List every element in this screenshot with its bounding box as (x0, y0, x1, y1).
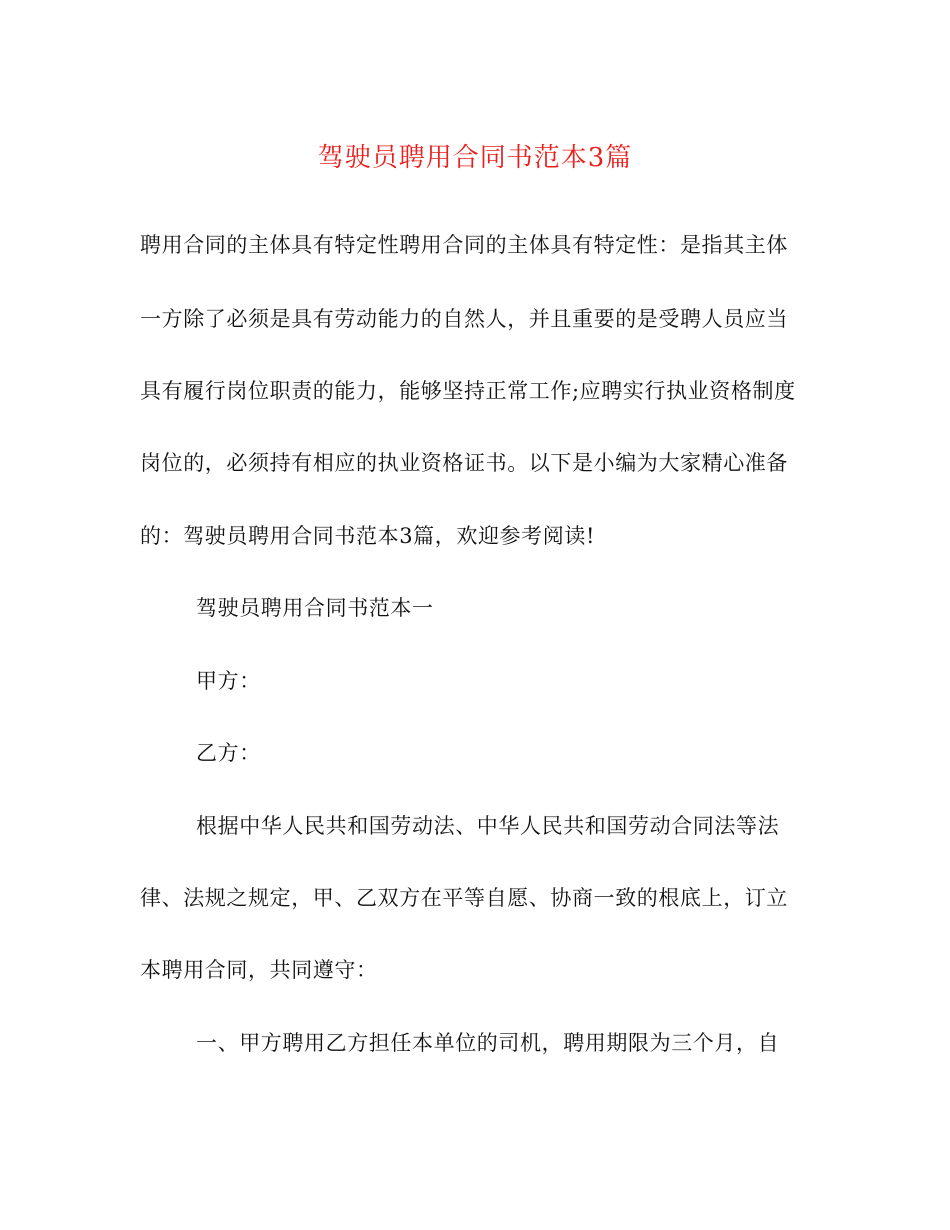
preamble-line-2: 律、法规之规定，甲、乙双方在平等自愿、协商一致的根底上，订立 (140, 886, 788, 910)
document-title: 驾驶员聘用合同书范本3篇 (317, 143, 633, 173)
party-b-label: 乙方： (196, 741, 261, 765)
preamble-line-3: 本聘用合同，共同遵守： (140, 958, 378, 982)
section-heading: 驾驶员聘用合同书范本一 (196, 596, 434, 620)
intro-line-1: 聘用合同的主体具有特定性聘用合同的主体具有特定性：是指其主体 (140, 233, 788, 257)
preamble-line-1: 根据中华人民共和国劳动法、中华人民共和国劳动合同法等法 (196, 814, 780, 838)
party-a-label: 甲方： (196, 669, 261, 693)
intro-line-3: 具有履行岗位职责的能力，能够坚持正常工作;应聘实行执业资格制度 (140, 379, 796, 403)
intro-line-2: 一方除了必须是具有劳动能力的自然人，并且重要的是受聘人员应当 (140, 307, 788, 331)
intro-line-5: 的：驾驶员聘用合同书范本3篇，欢迎参考阅读! (140, 524, 595, 548)
intro-line-4: 岗位的，必须持有相应的执业资格证书。以下是小编为大家精心准备 (140, 451, 788, 475)
clause-1-line-1: 一、甲方聘用乙方担任本单位的司机，聘用期限为三个月，自 (196, 1031, 780, 1055)
